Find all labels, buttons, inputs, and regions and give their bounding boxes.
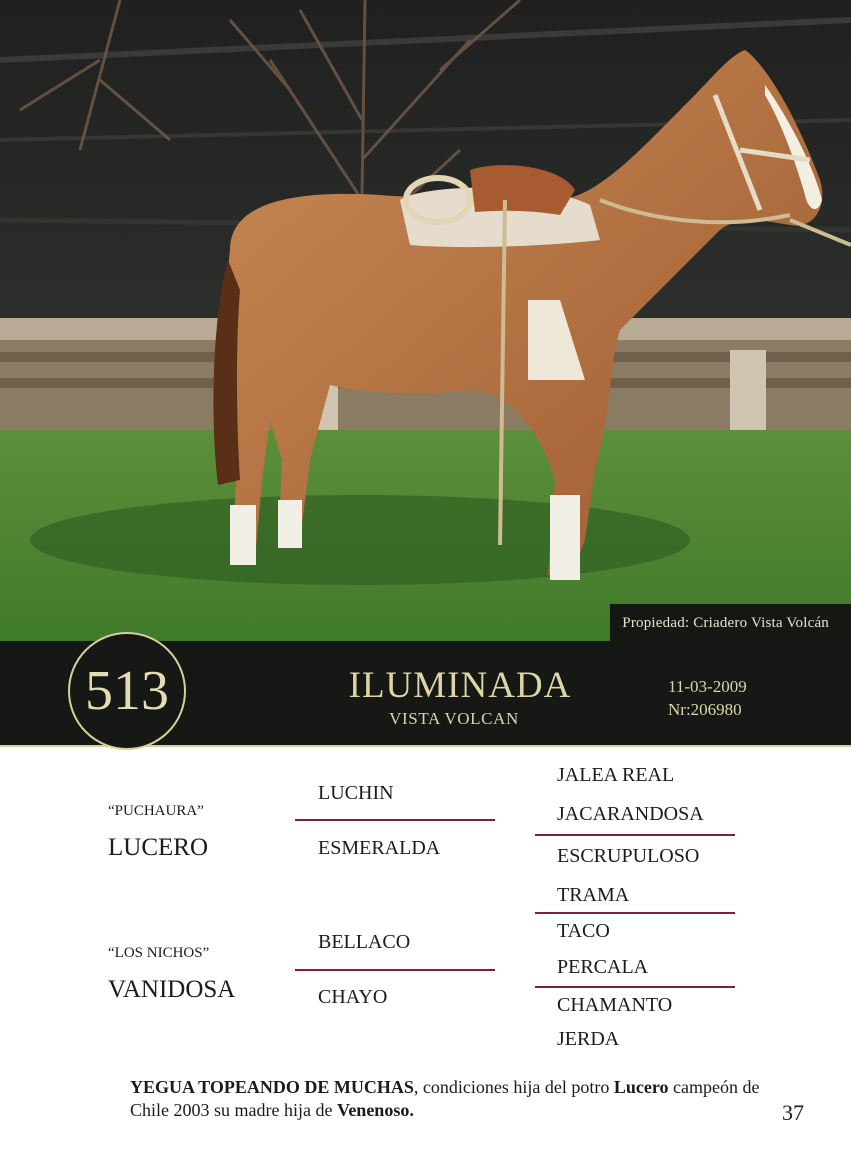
sire-nickname: “PUCHAURA”: [108, 803, 204, 819]
registry-number: Nr:206980: [668, 700, 742, 719]
great-grandparent: CHAMANTO: [557, 994, 673, 1016]
lot-number: 513: [85, 660, 169, 722]
dam-name: VANIDOSA: [108, 976, 236, 1003]
divider-line: [535, 986, 735, 988]
sire-sire: LUCHIN: [318, 782, 394, 804]
horse-description: [130, 1076, 770, 1122]
description-text: campeón de Chile 2003 su madre hija de: [130, 1077, 760, 1120]
description-grandsire: Venenoso.: [336, 1100, 414, 1120]
dam-sire: BELLACO: [318, 931, 411, 953]
great-grandparent: JACARANDOSA: [557, 803, 704, 825]
great-grandparent: ESCRUPULOSO: [557, 845, 700, 867]
breeder-name: VISTA VOLCAN: [389, 709, 519, 728]
sire-dam: ESMERALDA: [318, 837, 441, 859]
description-lead: YEGUA TOPEANDO DE MUCHAS: [130, 1077, 414, 1097]
dam-dam: CHAYO: [318, 986, 388, 1008]
horse-name: ILUMINADA: [348, 665, 572, 706]
great-grandparent: TRAMA: [557, 884, 630, 906]
description-text: , condiciones hija del potro: [413, 1077, 614, 1097]
dam-nickname: “LOS NICHOS”: [108, 945, 210, 961]
great-grandparent: TACO: [557, 920, 610, 942]
great-grandparent: JERDA: [557, 1028, 620, 1050]
birth-date: 11-03-2009: [668, 677, 747, 696]
page-number: 37: [782, 1100, 804, 1125]
divider-line: [295, 819, 495, 821]
divider-line: [295, 969, 495, 971]
great-grandparent: JALEA REAL: [557, 764, 675, 786]
photo-credit: Propiedad: Criadero Vista Volcán: [610, 604, 851, 642]
great-grandparent: PERCALA: [557, 956, 649, 978]
divider-line: [535, 834, 735, 836]
description-sire: Lucero: [613, 1077, 669, 1097]
divider-line: [535, 912, 735, 914]
sire-name: LUCERO: [108, 834, 208, 861]
